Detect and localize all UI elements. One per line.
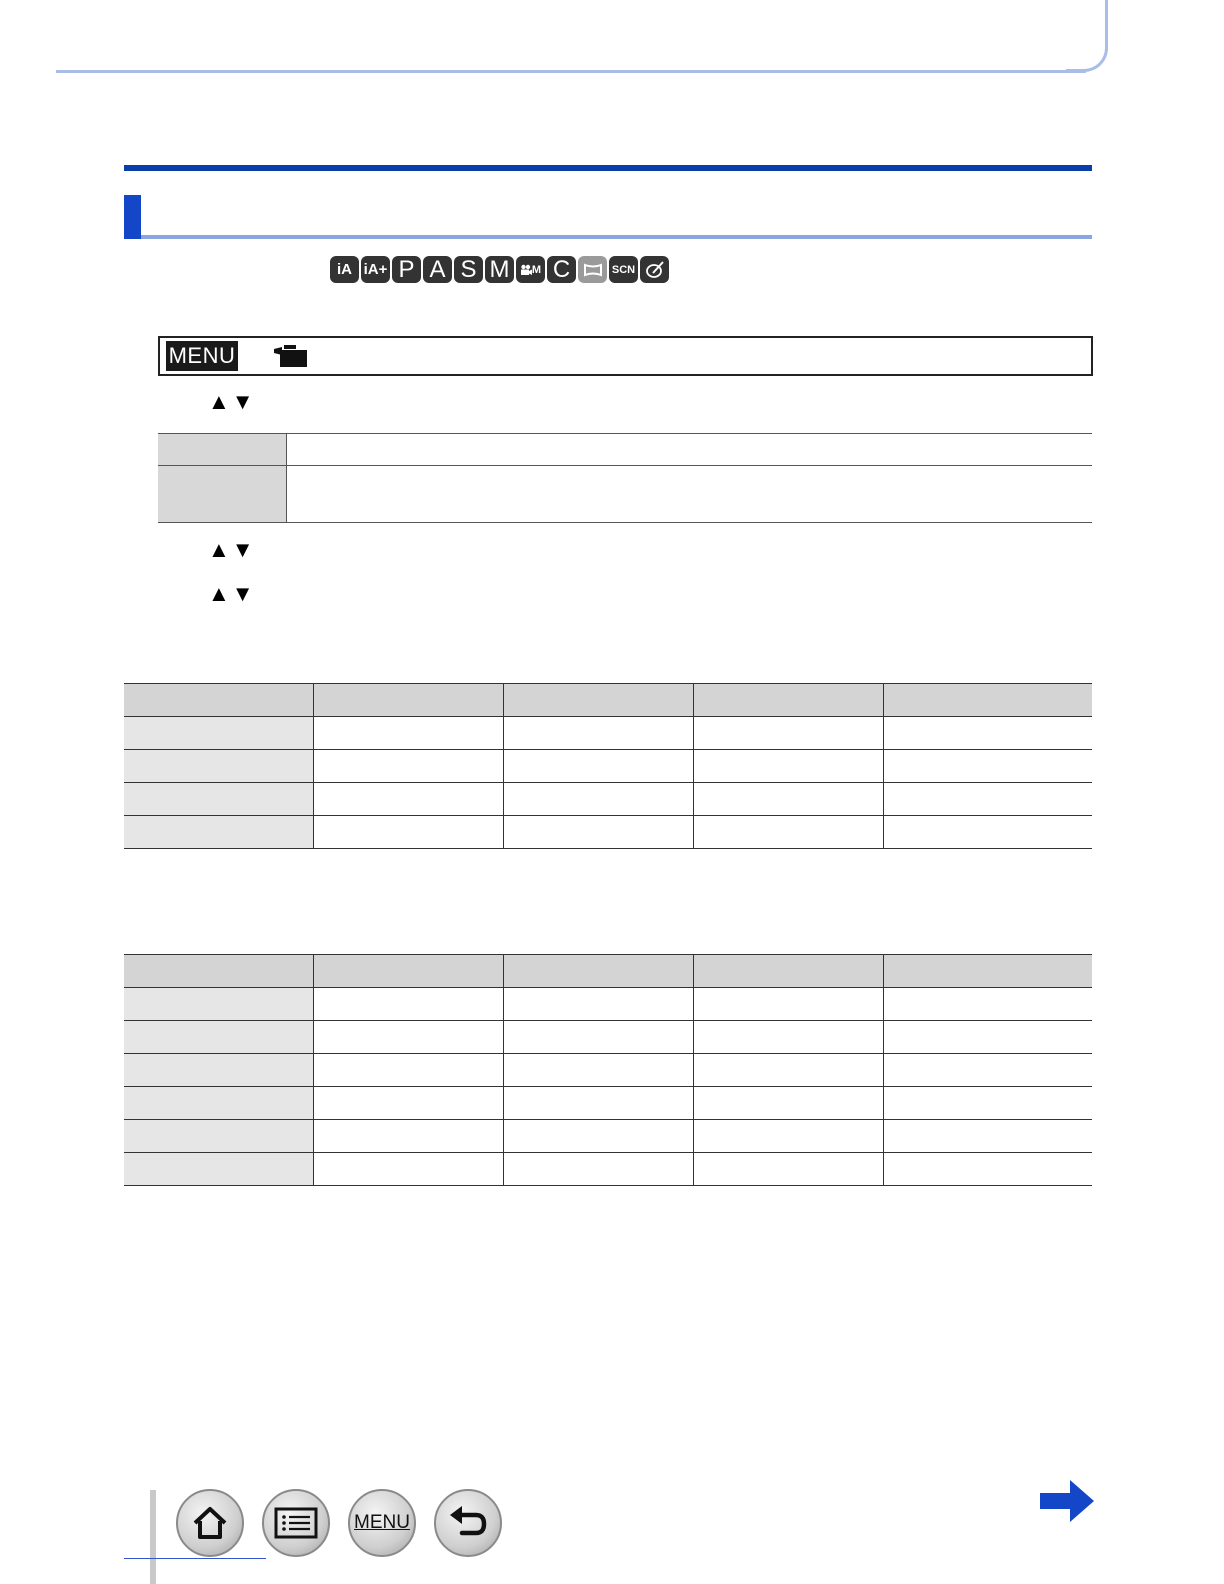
table-cell: [884, 1120, 1093, 1153]
table-cell: [884, 1087, 1093, 1120]
intelligent-auto-plus-mode-icon: iA+: [361, 256, 390, 283]
table-header-cell: [504, 955, 694, 988]
table-cell: [314, 1021, 504, 1054]
table-row: [124, 717, 1092, 750]
contents-button[interactable]: [262, 1489, 330, 1557]
option-description-cell: [287, 434, 1093, 466]
panorama-mode-icon: [578, 256, 607, 283]
panorama-icon: [583, 263, 603, 277]
table-cell: [314, 750, 504, 783]
table-cell: [694, 816, 884, 849]
table-row: [124, 1021, 1092, 1054]
table-cell: [884, 1153, 1093, 1186]
section-marker: [124, 195, 141, 239]
back-arrow-icon: [448, 1505, 488, 1541]
table-cell: [504, 1120, 694, 1153]
table-cell: [694, 1153, 884, 1186]
table-row: [124, 1087, 1092, 1120]
table-cell: [504, 783, 694, 816]
list-icon: [274, 1507, 318, 1539]
table-header-cell: [504, 684, 694, 717]
table-cell: [314, 1120, 504, 1153]
motion-picture-menu-icon: [274, 343, 308, 369]
table-header-cell: [124, 684, 314, 717]
settings-table-2: [124, 954, 1092, 1186]
table-cell: [314, 1087, 504, 1120]
intelligent-auto-mode-icon: iA: [330, 256, 359, 283]
palette-icon: [645, 260, 665, 280]
table-cell: [504, 988, 694, 1021]
table-header-cell: [314, 684, 504, 717]
section-rule: [141, 235, 1092, 239]
home-button[interactable]: [176, 1489, 244, 1557]
table-cell: [314, 717, 504, 750]
row-header-cell: [124, 1153, 314, 1186]
next-page-arrow-icon[interactable]: [1040, 1480, 1094, 1522]
option-label-cell: [158, 466, 287, 523]
row-header-cell: [124, 1021, 314, 1054]
row-header-cell: [124, 988, 314, 1021]
up-down-arrows-icon: ▲▼: [208, 581, 256, 606]
option-label-cell: [158, 434, 287, 466]
menu-list-button[interactable]: [348, 1489, 416, 1557]
table-cell: [314, 988, 504, 1021]
table-header-row: [124, 684, 1092, 717]
table-cell: [694, 783, 884, 816]
home-icon: [190, 1503, 230, 1543]
table-row: [124, 783, 1092, 816]
table-header-cell: [694, 955, 884, 988]
menu-button-icon: MENU: [166, 341, 238, 371]
row-header-cell: [124, 750, 314, 783]
table-cell: [884, 816, 1093, 849]
table-row: [124, 816, 1092, 849]
program-mode-icon: P: [392, 256, 421, 283]
table-cell: [884, 1054, 1093, 1087]
table-cell: [504, 1153, 694, 1186]
table-row: [124, 1054, 1092, 1087]
option-description-cell: [287, 466, 1093, 523]
table-cell: [694, 717, 884, 750]
footer-divider: [150, 1490, 156, 1584]
table-cell: [884, 1021, 1093, 1054]
table-cell: [314, 816, 504, 849]
row-header-cell: [124, 717, 314, 750]
table-header-row: [124, 955, 1092, 988]
table-cell: [884, 717, 1093, 750]
title-rule: [124, 165, 1092, 171]
table-cell: [314, 1153, 504, 1186]
row-header-cell: [124, 816, 314, 849]
creative-control-mode-icon: [640, 256, 669, 283]
table-header-cell: [314, 955, 504, 988]
table-cell: [314, 783, 504, 816]
table-cell: [694, 1054, 884, 1087]
row-header-cell: [124, 1120, 314, 1153]
table-cell: [504, 1087, 694, 1120]
table-cell: [504, 816, 694, 849]
custom-mode-icon: C: [547, 256, 576, 283]
up-down-arrows-icon: ▲▼: [208, 537, 256, 562]
table-cell: [504, 1054, 694, 1087]
row-header-cell: [124, 1054, 314, 1087]
option-table: [158, 433, 1092, 523]
table-header-cell: [124, 955, 314, 988]
row-header-cell: [124, 1087, 314, 1120]
table-row: [124, 750, 1092, 783]
table-cell: [504, 750, 694, 783]
table-cell: [504, 1021, 694, 1054]
table-cell: [884, 750, 1093, 783]
scene-guide-mode-icon: SCN: [609, 256, 638, 283]
recording-mode-icons: [330, 256, 669, 283]
option-row: [158, 466, 1092, 523]
table-row: [124, 988, 1092, 1021]
table-cell: [884, 988, 1093, 1021]
manual-mode-icon: M: [485, 256, 514, 283]
option-row: [158, 434, 1092, 466]
table-cell: [694, 750, 884, 783]
table-row: [124, 1120, 1092, 1153]
table-cell: [694, 1120, 884, 1153]
table-header-cell: [884, 955, 1093, 988]
table-cell: [694, 988, 884, 1021]
menu-button-label: MENU: [354, 1512, 410, 1533]
creative-video-mode-icon: M: [516, 256, 545, 283]
table-cell: [504, 717, 694, 750]
footer-link-underline: [124, 1558, 266, 1559]
table-header-cell: [694, 684, 884, 717]
header-rule: [56, 70, 1086, 73]
header-corner: [1066, 0, 1108, 72]
aperture-priority-mode-icon: A: [423, 256, 452, 283]
movie-camera-mini-icon: [520, 264, 532, 276]
table-cell: [694, 1021, 884, 1054]
table-cell: [314, 1054, 504, 1087]
table-row: [124, 1153, 1092, 1186]
table-cell: [884, 783, 1093, 816]
settings-table-1: [124, 683, 1092, 849]
back-button[interactable]: [434, 1489, 502, 1557]
table-header-cell: [884, 684, 1093, 717]
row-header-cell: [124, 783, 314, 816]
table-cell: [694, 1087, 884, 1120]
up-down-arrows-icon: ▲▼: [208, 389, 256, 414]
shutter-priority-mode-icon: S: [454, 256, 483, 283]
